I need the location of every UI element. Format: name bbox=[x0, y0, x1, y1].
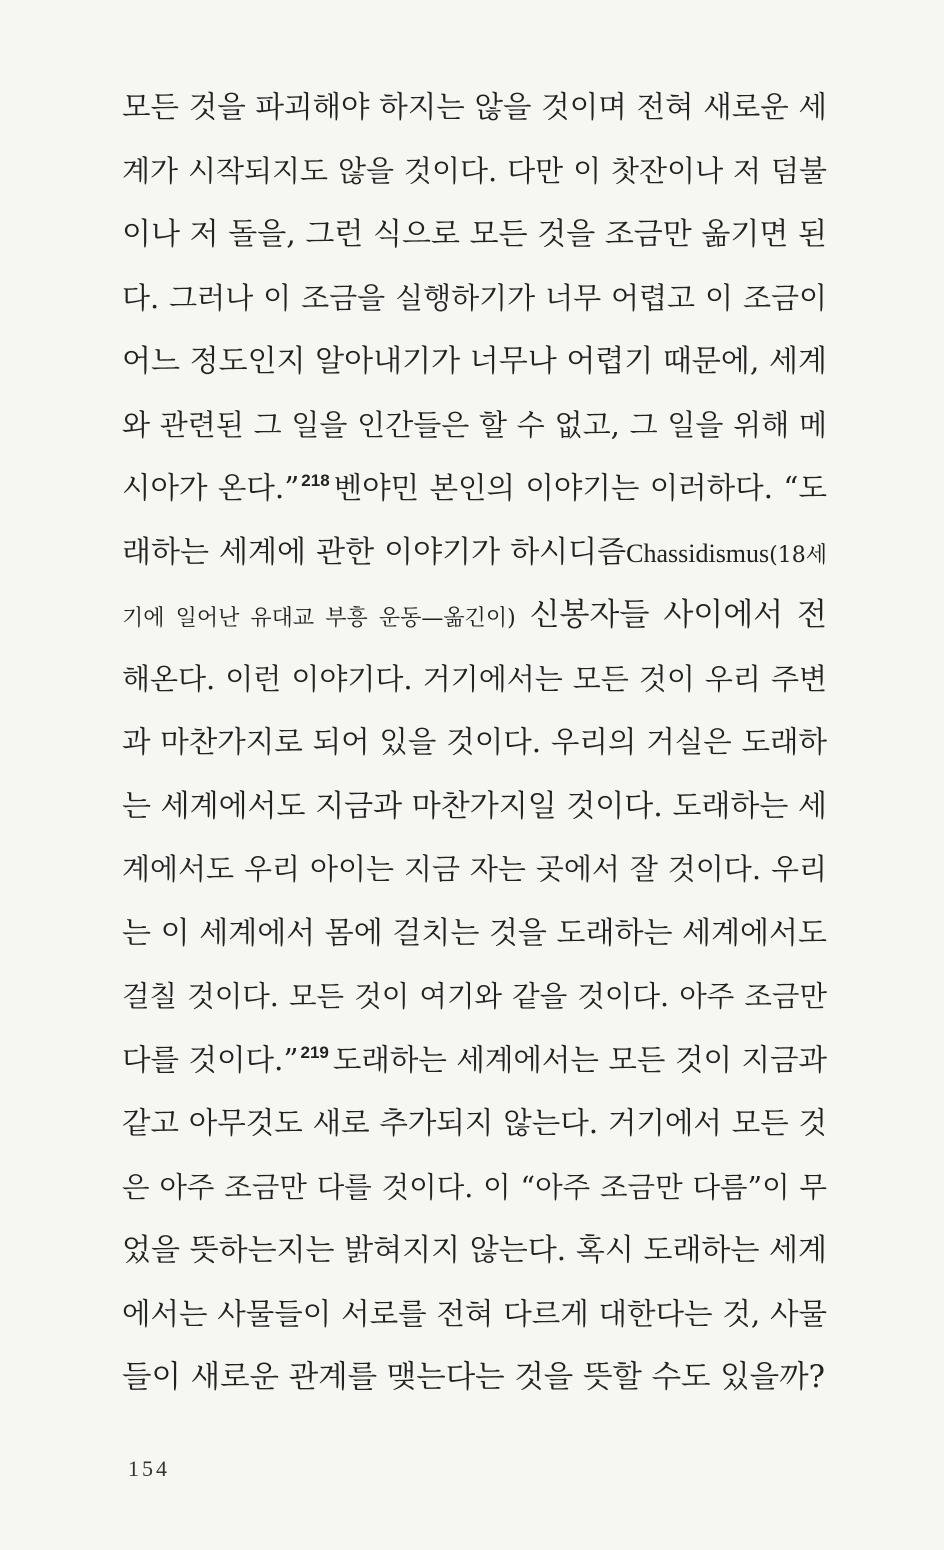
text-line: 모든 것을 파괴해야 하지는 않을 것이며 전혀 새로운 세 bbox=[122, 90, 827, 124]
text-segment: 래하는 세계에 관한 이야기가 하시디즘 bbox=[122, 534, 627, 570]
text-line bbox=[122, 584, 827, 648]
latin-term: Chassidismus bbox=[626, 538, 770, 568]
text-line: 걸칠 것이다. 모든 것이 여기와 같을 것이다. 아주 조금만 bbox=[122, 980, 827, 1013]
text-segment: 도래하는 세계에서는 모든 것이 지금과 bbox=[332, 1042, 827, 1077]
text-line: 같고 아무것도 새로 추가되지 않는다. 거기에서 모든 것 bbox=[122, 1106, 827, 1140]
text-line: 계에서도 우리 아이는 지금 자는 곳에서 잘 것이다. 우리 bbox=[122, 852, 827, 886]
text-line: 어느 정도인지 알아내기가 너무나 어렵기 때문에, 세계 bbox=[122, 344, 827, 379]
text-line: 이나 저 돌을, 그런 식으로 모든 것을 조금만 옮기면 된 bbox=[122, 217, 827, 252]
text-line: 은 아주 조금만 다를 것이다. 이 “아주 조금만 다름”이 무 bbox=[122, 1170, 827, 1204]
footnote-marker: 218 bbox=[301, 471, 330, 490]
text-segment: 벤야민 본인의 이야기는 이러하다. “도 bbox=[333, 471, 827, 505]
text-line: 들이 새로운 관계를 맺는다는 것을 뜻할 수도 있을까? bbox=[122, 1360, 825, 1395]
text-line: 해온다. 이런 이야기다. 거기에서는 모든 것이 우리 주변 bbox=[122, 661, 827, 696]
translator-note: 기에 일어난 유대교 부흥 운동—옮긴이) bbox=[122, 606, 516, 631]
text-line: 계가 시작되지도 않을 것이다. 다만 이 찻잔이나 저 덤불 bbox=[122, 153, 827, 188]
text-line: 와 관련된 그 일을 인간들은 할 수 없고, 그 일을 위해 메 bbox=[122, 407, 827, 442]
text-line: 에서는 사물들이 서로를 전혀 다르게 대한다는 것, 사물 bbox=[122, 1296, 827, 1331]
text-line: 었을 뜻하는지는 밝혀지지 않는다. 혹시 도래하는 세계 bbox=[122, 1233, 827, 1268]
text-line bbox=[122, 1029, 827, 1093]
text-line: 과 마찬가지로 되어 있을 것이다. 우리의 거실은 도래하 bbox=[122, 725, 827, 759]
text-segment: 신봉자들 사이에서 전 bbox=[515, 597, 827, 633]
translator-note: (18세 bbox=[769, 542, 827, 568]
text-segment: 다를 것이다.” bbox=[122, 1042, 299, 1077]
text-line: 는 이 세계에서 몸에 걸치는 것을 도래하는 세계에서도 bbox=[122, 915, 827, 951]
text-segment: 시아가 온다.” bbox=[122, 471, 300, 505]
body-text bbox=[122, 76, 827, 1410]
text-line bbox=[122, 521, 827, 585]
footnote-marker: 219 bbox=[300, 1042, 329, 1062]
page-number: 154 bbox=[128, 1456, 170, 1481]
text-line: 다. 그러나 이 조금을 실행하기가 너무 어렵고 이 조금이 bbox=[122, 280, 827, 315]
text-line: 는 세계에서도 지금과 마찬가지일 것이다. 도래하는 세 bbox=[122, 788, 827, 824]
text-line bbox=[122, 457, 827, 521]
